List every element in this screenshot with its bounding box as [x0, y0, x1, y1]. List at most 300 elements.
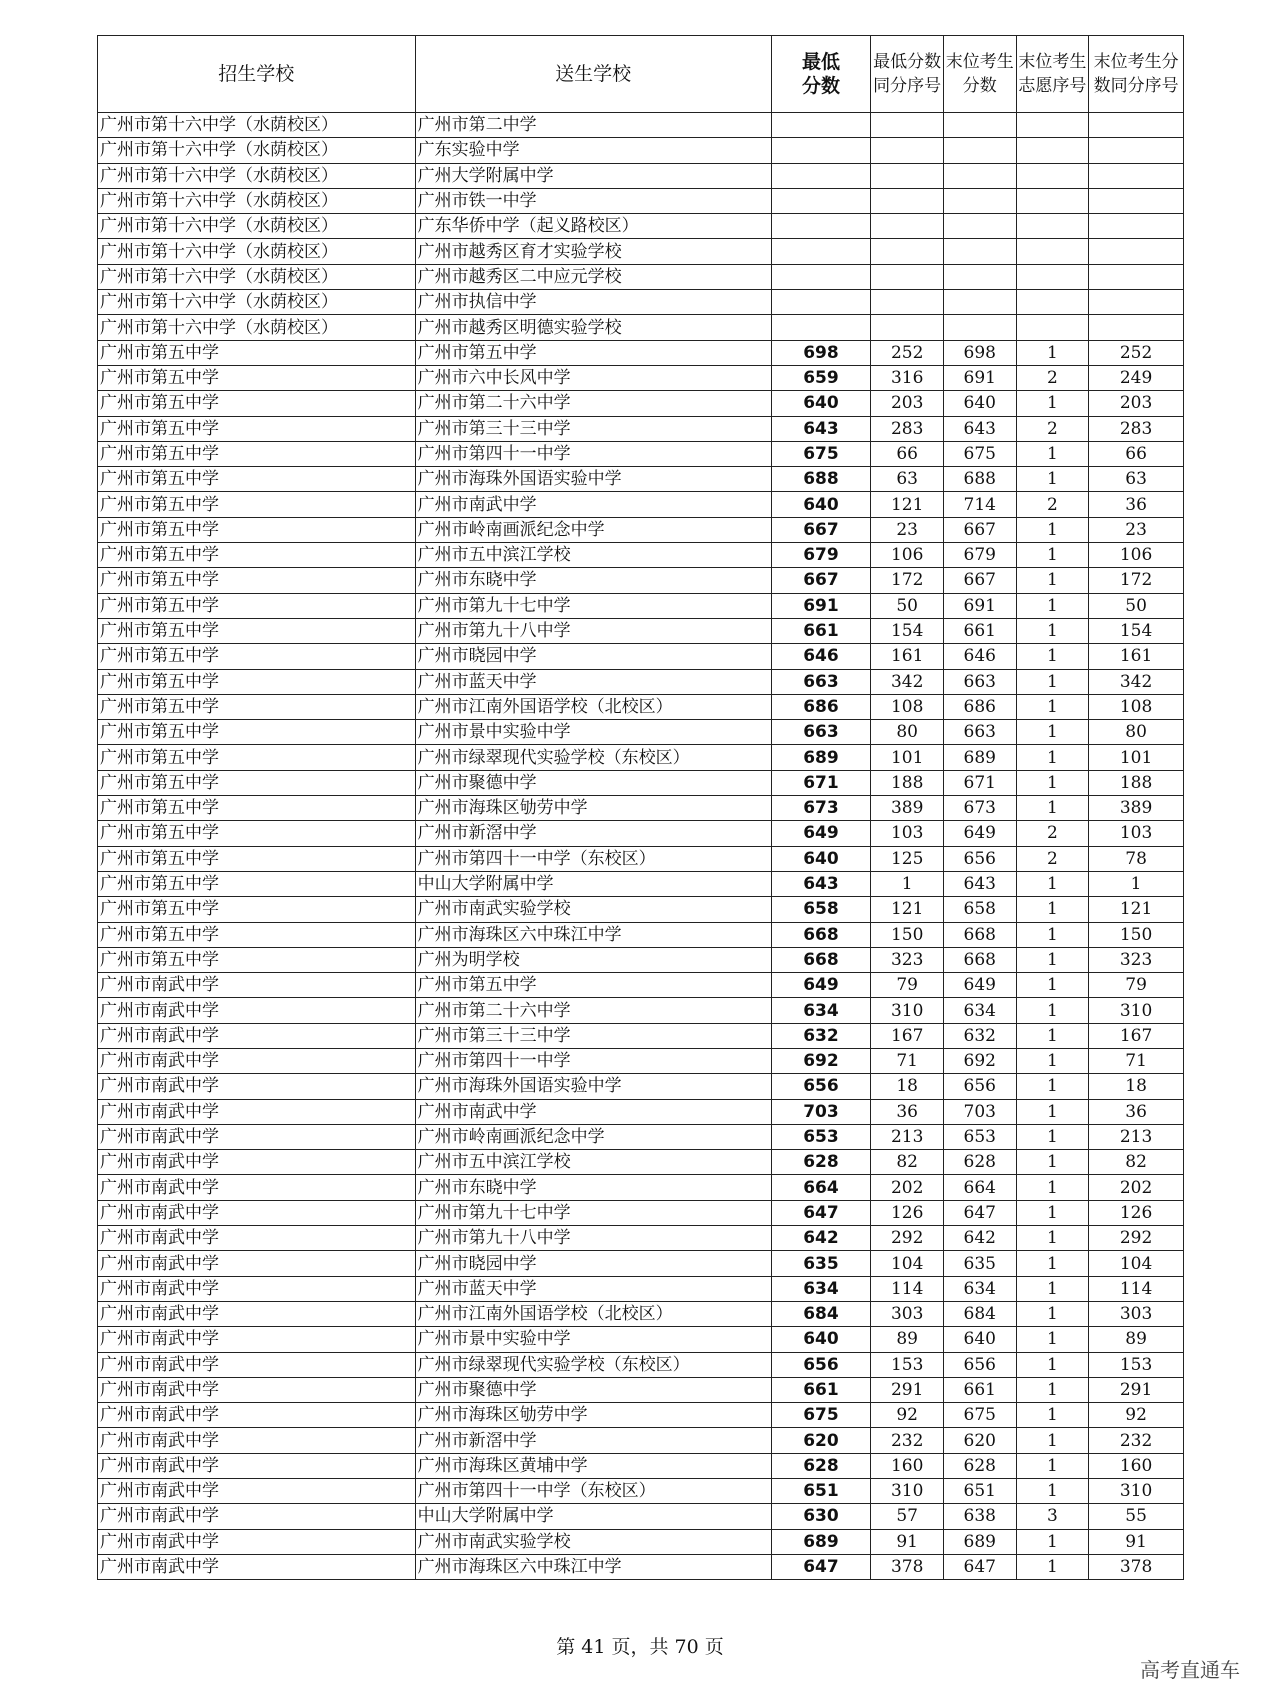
recruit-school-cell: 广州市南武中学: [98, 1200, 416, 1225]
table-row: [98, 1327, 1184, 1352]
table-row: [98, 821, 1184, 846]
recruit-school-cell: 广州市南武中学: [98, 973, 416, 998]
last-wish-rank-cell: 2: [1016, 416, 1089, 441]
last-same-rank-cell: 283: [1089, 416, 1184, 441]
recruit-school-cell: 广州市第五中学: [98, 871, 416, 896]
recruit-school-cell: 广州市第五中学: [98, 543, 416, 568]
last-same-rank-cell: 36: [1089, 492, 1184, 517]
send-school-cell: 广州市越秀区二中应元学校: [415, 264, 771, 289]
last-same-rank-cell: 36: [1089, 1099, 1184, 1124]
min-score-cell: 656: [771, 1352, 871, 1377]
recruit-school-cell: 广州市第五中学: [98, 720, 416, 745]
min-score-same-rank-cell: 71: [871, 1048, 944, 1073]
min-score-same-rank-cell: 103: [871, 821, 944, 846]
last-same-rank-cell: 63: [1089, 467, 1184, 492]
send-school-cell: 广州市第四十一中学: [415, 1048, 771, 1073]
send-school-cell: 广州市晓园中学: [415, 1251, 771, 1276]
table-row: [98, 1023, 1184, 1048]
last-same-rank-cell: 167: [1089, 1023, 1184, 1048]
table-row: [98, 138, 1184, 163]
send-school-cell: 广州市第五中学: [415, 973, 771, 998]
send-school-cell: 广州市聚德中学: [415, 770, 771, 795]
last-score-cell: 634: [943, 998, 1016, 1023]
last-wish-rank-cell: 1: [1016, 1276, 1089, 1301]
last-score-cell: 656: [943, 1074, 1016, 1099]
table-row: [98, 340, 1184, 365]
min-score-cell: [771, 239, 871, 264]
last-score-cell: [943, 188, 1016, 213]
last-wish-rank-cell: [1016, 214, 1089, 239]
recruit-school-cell: 广州市南武中学: [98, 1074, 416, 1099]
min-score-cell: 642: [771, 1226, 871, 1251]
last-wish-rank-cell: [1016, 113, 1089, 138]
last-score-cell: 684: [943, 1301, 1016, 1326]
last-same-rank-cell: [1089, 138, 1184, 163]
last-score-cell: 656: [943, 1352, 1016, 1377]
min-score-cell: 628: [771, 1453, 871, 1478]
last-score-cell: 688: [943, 467, 1016, 492]
min-score-cell: [771, 163, 871, 188]
last-score-cell: 632: [943, 1023, 1016, 1048]
last-wish-rank-cell: 1: [1016, 947, 1089, 972]
min-score-cell: [771, 290, 871, 315]
last-wish-rank-cell: 1: [1016, 1301, 1089, 1326]
min-score-same-rank-cell: 342: [871, 669, 944, 694]
last-score-cell: 689: [943, 745, 1016, 770]
min-score-cell: 663: [771, 720, 871, 745]
min-score-same-rank-cell: 310: [871, 1479, 944, 1504]
table-row: [98, 998, 1184, 1023]
score-table: [97, 35, 1184, 1580]
last-score-cell: 692: [943, 1048, 1016, 1073]
last-score-cell: 634: [943, 1276, 1016, 1301]
last-same-rank-cell: 126: [1089, 1200, 1184, 1225]
table-row: [98, 1529, 1184, 1554]
table-row: [98, 416, 1184, 441]
last-wish-rank-cell: 2: [1016, 846, 1089, 871]
last-same-rank-cell: 188: [1089, 770, 1184, 795]
recruit-school-cell: 广州市第十六中学（水荫校区）: [98, 163, 416, 188]
table-row: [98, 1352, 1184, 1377]
recruit-school-cell: 广州市第十六中学（水荫校区）: [98, 264, 416, 289]
recruit-school-cell: 广州市南武中学: [98, 1327, 416, 1352]
last-wish-rank-cell: 1: [1016, 796, 1089, 821]
send-school-cell: 广州市海珠区六中珠江中学: [415, 1554, 771, 1579]
table-row: [98, 1377, 1184, 1402]
last-same-rank-cell: [1089, 188, 1184, 213]
send-school-cell: 广州为明学校: [415, 947, 771, 972]
last-same-rank-cell: 249: [1089, 365, 1184, 390]
last-same-rank-cell: 203: [1089, 391, 1184, 416]
min-score-cell: 643: [771, 416, 871, 441]
recruit-school-cell: 广州市第五中学: [98, 846, 416, 871]
table-row: [98, 163, 1184, 188]
recruit-school-cell: 广州市第五中学: [98, 770, 416, 795]
min-score-cell: 661: [771, 1377, 871, 1402]
table-row: [98, 694, 1184, 719]
min-score-same-rank-cell: 188: [871, 770, 944, 795]
last-same-rank-cell: 1: [1089, 871, 1184, 896]
min-score-same-rank-cell: 389: [871, 796, 944, 821]
min-score-same-rank-cell: 126: [871, 1200, 944, 1225]
last-score-cell: 675: [943, 441, 1016, 466]
recruit-school-cell: 广州市第五中学: [98, 340, 416, 365]
send-school-cell: 广州市海珠外国语实验中学: [415, 1074, 771, 1099]
last-wish-rank-cell: [1016, 163, 1089, 188]
recruit-school-cell: 广州市南武中学: [98, 1403, 416, 1428]
table-row: [98, 1479, 1184, 1504]
send-school-cell: 广州市第四十一中学: [415, 441, 771, 466]
min-score-same-rank-cell: [871, 290, 944, 315]
recruit-school-cell: 广州市南武中学: [98, 1377, 416, 1402]
last-same-rank-cell: 79: [1089, 973, 1184, 998]
last-same-rank-cell: 66: [1089, 441, 1184, 466]
last-same-rank-cell: 23: [1089, 517, 1184, 542]
last-score-cell: 703: [943, 1099, 1016, 1124]
table-row: [98, 517, 1184, 542]
last-same-rank-cell: 50: [1089, 593, 1184, 618]
send-school-cell: 广州市绿翠现代实验学校（东校区）: [415, 1352, 771, 1377]
last-score-cell: 668: [943, 922, 1016, 947]
last-same-rank-cell: 323: [1089, 947, 1184, 972]
min-score-cell: 649: [771, 973, 871, 998]
last-same-rank-cell: 121: [1089, 897, 1184, 922]
recruit-school-cell: 广州市南武中学: [98, 998, 416, 1023]
recruit-school-cell: 广州市第五中学: [98, 897, 416, 922]
min-score-same-rank-cell: 82: [871, 1150, 944, 1175]
send-school-cell: 广州市景中实验中学: [415, 1327, 771, 1352]
last-wish-rank-cell: 1: [1016, 618, 1089, 643]
last-score-cell: 646: [943, 644, 1016, 669]
last-wish-rank-cell: 1: [1016, 1200, 1089, 1225]
header-send-school: 送生学校: [415, 36, 771, 113]
min-score-cell: 667: [771, 568, 871, 593]
min-score-cell: 643: [771, 871, 871, 896]
send-school-cell: 广州市第九十八中学: [415, 618, 771, 643]
table-row: [98, 897, 1184, 922]
table-row: [98, 922, 1184, 947]
recruit-school-cell: 广州市第五中学: [98, 821, 416, 846]
send-school-cell: 广州市第三十三中学: [415, 416, 771, 441]
last-wish-rank-cell: 1: [1016, 593, 1089, 618]
last-same-rank-cell: 82: [1089, 1150, 1184, 1175]
min-score-cell: 675: [771, 441, 871, 466]
last-wish-rank-cell: 1: [1016, 1377, 1089, 1402]
last-same-rank-cell: 378: [1089, 1554, 1184, 1579]
send-school-cell: 广州市南武中学: [415, 492, 771, 517]
send-school-cell: 广州市第九十七中学: [415, 593, 771, 618]
recruit-school-cell: 广州市第五中学: [98, 947, 416, 972]
table-row: [98, 973, 1184, 998]
min-score-same-rank-cell: 1: [871, 871, 944, 896]
table-row: [98, 568, 1184, 593]
table-row: [98, 1453, 1184, 1478]
recruit-school-cell: 广州市第五中学: [98, 669, 416, 694]
send-school-cell: 广州市景中实验中学: [415, 720, 771, 745]
last-score-cell: 668: [943, 947, 1016, 972]
last-score-cell: 663: [943, 669, 1016, 694]
last-same-rank-cell: [1089, 239, 1184, 264]
watermark: 高考直通车: [1140, 1658, 1240, 1682]
min-score-same-rank-cell: 167: [871, 1023, 944, 1048]
send-school-cell: 广州市南武实验学校: [415, 897, 771, 922]
last-wish-rank-cell: 1: [1016, 1529, 1089, 1554]
last-wish-rank-cell: [1016, 315, 1089, 340]
table-row: [98, 315, 1184, 340]
recruit-school-cell: 广州市南武中学: [98, 1479, 416, 1504]
send-school-cell: 广州市新滘中学: [415, 821, 771, 846]
last-wish-rank-cell: [1016, 188, 1089, 213]
last-score-cell: [943, 113, 1016, 138]
table-row: [98, 1074, 1184, 1099]
last-score-cell: 691: [943, 593, 1016, 618]
min-score-cell: 684: [771, 1301, 871, 1326]
last-wish-rank-cell: [1016, 264, 1089, 289]
recruit-school-cell: 广州市第五中学: [98, 441, 416, 466]
recruit-school-cell: 广州市第十六中学（水荫校区）: [98, 113, 416, 138]
last-wish-rank-cell: 1: [1016, 1327, 1089, 1352]
min-score-cell: 620: [771, 1428, 871, 1453]
send-school-cell: 广州市岭南画派纪念中学: [415, 1124, 771, 1149]
min-score-same-rank-cell: [871, 239, 944, 264]
last-wish-rank-cell: 1: [1016, 517, 1089, 542]
send-school-cell: 广州市东晓中学: [415, 568, 771, 593]
send-school-cell: 广州市聚德中学: [415, 1377, 771, 1402]
table-row: [98, 391, 1184, 416]
last-score-cell: 658: [943, 897, 1016, 922]
recruit-school-cell: 广州市第五中学: [98, 922, 416, 947]
min-score-cell: 689: [771, 745, 871, 770]
min-score-cell: 661: [771, 618, 871, 643]
min-score-cell: 688: [771, 467, 871, 492]
last-same-rank-cell: 150: [1089, 922, 1184, 947]
table-body: [98, 113, 1184, 1580]
last-score-cell: 667: [943, 517, 1016, 542]
last-score-cell: 661: [943, 1377, 1016, 1402]
send-school-cell: 广州市五中滨江学校: [415, 543, 771, 568]
min-score-same-rank-cell: 378: [871, 1554, 944, 1579]
recruit-school-cell: 广州市南武中学: [98, 1301, 416, 1326]
min-score-same-rank-cell: 323: [871, 947, 944, 972]
last-score-cell: 628: [943, 1453, 1016, 1478]
last-score-cell: [943, 264, 1016, 289]
page-footer: 第 41 页，共 70 页: [556, 1636, 724, 1658]
min-score-cell: 635: [771, 1251, 871, 1276]
recruit-school-cell: 广州市南武中学: [98, 1226, 416, 1251]
last-score-cell: 638: [943, 1504, 1016, 1529]
last-wish-rank-cell: 1: [1016, 1074, 1089, 1099]
send-school-cell: 广州市越秀区育才实验学校: [415, 239, 771, 264]
last-same-rank-cell: 160: [1089, 1453, 1184, 1478]
table-row: [98, 720, 1184, 745]
min-score-same-rank-cell: 232: [871, 1428, 944, 1453]
last-score-cell: 714: [943, 492, 1016, 517]
min-score-cell: [771, 214, 871, 239]
table-row: [98, 593, 1184, 618]
min-score-cell: 673: [771, 796, 871, 821]
last-same-rank-cell: 89: [1089, 1327, 1184, 1352]
table-header-row: [98, 36, 1184, 113]
last-wish-rank-cell: 1: [1016, 1124, 1089, 1149]
last-score-cell: 698: [943, 340, 1016, 365]
last-same-rank-cell: 172: [1089, 568, 1184, 593]
recruit-school-cell: 广州市第五中学: [98, 416, 416, 441]
send-school-cell: 广州市海珠区劬劳中学: [415, 1403, 771, 1428]
last-same-rank-cell: [1089, 214, 1184, 239]
min-score-same-rank-cell: 202: [871, 1175, 944, 1200]
send-school-cell: 广州市第五中学: [415, 340, 771, 365]
min-score-cell: [771, 315, 871, 340]
send-school-cell: 广州市执信中学: [415, 290, 771, 315]
recruit-school-cell: 广州市南武中学: [98, 1251, 416, 1276]
min-score-cell: [771, 113, 871, 138]
last-same-rank-cell: [1089, 264, 1184, 289]
recruit-school-cell: 广州市南武中学: [98, 1023, 416, 1048]
last-score-cell: 649: [943, 973, 1016, 998]
min-score-cell: 686: [771, 694, 871, 719]
min-score-same-rank-cell: 106: [871, 543, 944, 568]
last-same-rank-cell: 202: [1089, 1175, 1184, 1200]
last-score-cell: 691: [943, 365, 1016, 390]
table-row: [98, 1428, 1184, 1453]
last-score-cell: 640: [943, 391, 1016, 416]
table-row: [98, 1554, 1184, 1579]
min-score-same-rank-cell: 203: [871, 391, 944, 416]
min-score-same-rank-cell: 92: [871, 1403, 944, 1428]
table-row: [98, 745, 1184, 770]
recruit-school-cell: 广州市第五中学: [98, 517, 416, 542]
last-wish-rank-cell: 1: [1016, 770, 1089, 795]
last-same-rank-cell: 342: [1089, 669, 1184, 694]
min-score-cell: 651: [771, 1479, 871, 1504]
min-score-cell: 649: [771, 821, 871, 846]
recruit-school-cell: 广州市南武中学: [98, 1099, 416, 1124]
last-wish-rank-cell: 1: [1016, 1175, 1089, 1200]
send-school-cell: 广州市第二十六中学: [415, 998, 771, 1023]
last-same-rank-cell: [1089, 113, 1184, 138]
table-row: [98, 846, 1184, 871]
table-row: [98, 290, 1184, 315]
last-score-cell: 635: [943, 1251, 1016, 1276]
last-wish-rank-cell: 1: [1016, 1352, 1089, 1377]
min-score-cell: 647: [771, 1554, 871, 1579]
last-score-cell: 643: [943, 416, 1016, 441]
last-score-cell: 651: [943, 1479, 1016, 1504]
last-score-cell: 671: [943, 770, 1016, 795]
min-score-cell: 667: [771, 517, 871, 542]
min-score-same-rank-cell: 160: [871, 1453, 944, 1478]
min-score-cell: 646: [771, 644, 871, 669]
last-same-rank-cell: [1089, 315, 1184, 340]
last-wish-rank-cell: 1: [1016, 669, 1089, 694]
recruit-school-cell: 广州市第十六中学（水荫校区）: [98, 290, 416, 315]
last-wish-rank-cell: 1: [1016, 897, 1089, 922]
min-score-cell: 640: [771, 492, 871, 517]
header-last-score: 末位考生分数: [943, 36, 1016, 113]
min-score-cell: 634: [771, 1276, 871, 1301]
table-row: [98, 1124, 1184, 1149]
last-wish-rank-cell: [1016, 239, 1089, 264]
table-row: [98, 1099, 1184, 1124]
last-wish-rank-cell: [1016, 138, 1089, 163]
recruit-school-cell: 广州市第十六中学（水荫校区）: [98, 214, 416, 239]
header-min-score-same-rank: 最低分数同分序号: [871, 36, 944, 113]
last-same-rank-cell: [1089, 290, 1184, 315]
table-row: [98, 467, 1184, 492]
send-school-cell: 广州市东晓中学: [415, 1175, 771, 1200]
last-same-rank-cell: 114: [1089, 1276, 1184, 1301]
last-score-cell: 643: [943, 871, 1016, 896]
min-score-cell: 679: [771, 543, 871, 568]
last-score-cell: 686: [943, 694, 1016, 719]
recruit-school-cell: 广州市南武中学: [98, 1175, 416, 1200]
recruit-school-cell: 广州市第五中学: [98, 568, 416, 593]
min-score-cell: 691: [771, 593, 871, 618]
min-score-cell: 640: [771, 846, 871, 871]
last-wish-rank-cell: 1: [1016, 745, 1089, 770]
last-score-cell: 689: [943, 1529, 1016, 1554]
last-score-cell: 642: [943, 1226, 1016, 1251]
last-score-cell: 673: [943, 796, 1016, 821]
min-score-cell: 698: [771, 340, 871, 365]
last-wish-rank-cell: 1: [1016, 1048, 1089, 1073]
min-score-cell: 689: [771, 1529, 871, 1554]
min-score-cell: 675: [771, 1403, 871, 1428]
min-score-cell: 659: [771, 365, 871, 390]
min-score-same-rank-cell: 121: [871, 492, 944, 517]
send-school-cell: 广州市绿翠现代实验学校（东校区）: [415, 745, 771, 770]
send-school-cell: 中山大学附属中学: [415, 871, 771, 896]
last-score-cell: [943, 163, 1016, 188]
last-same-rank-cell: 153: [1089, 1352, 1184, 1377]
last-score-cell: 647: [943, 1200, 1016, 1225]
send-school-cell: 中山大学附属中学: [415, 1504, 771, 1529]
last-wish-rank-cell: 1: [1016, 1428, 1089, 1453]
min-score-same-rank-cell: 91: [871, 1529, 944, 1554]
send-school-cell: 广州市蓝天中学: [415, 1276, 771, 1301]
recruit-school-cell: 广州市南武中学: [98, 1048, 416, 1073]
send-school-cell: 广州市第三十三中学: [415, 1023, 771, 1048]
send-school-cell: 广东华侨中学（起义路校区）: [415, 214, 771, 239]
last-same-rank-cell: 103: [1089, 821, 1184, 846]
last-wish-rank-cell: [1016, 290, 1089, 315]
send-school-cell: 广州市海珠外国语实验中学: [415, 467, 771, 492]
min-score-cell: 656: [771, 1074, 871, 1099]
send-school-cell: 广州市六中长风中学: [415, 365, 771, 390]
last-wish-rank-cell: 1: [1016, 922, 1089, 947]
last-same-rank-cell: 292: [1089, 1226, 1184, 1251]
min-score-same-rank-cell: [871, 188, 944, 213]
send-school-cell: 广州市南武实验学校: [415, 1529, 771, 1554]
recruit-school-cell: 广州市第五中学: [98, 365, 416, 390]
send-school-cell: 广州市铁一中学: [415, 188, 771, 213]
table-row: [98, 214, 1184, 239]
table-row: [98, 113, 1184, 138]
last-same-rank-cell: 310: [1089, 998, 1184, 1023]
table-row: [98, 1251, 1184, 1276]
min-score-same-rank-cell: 125: [871, 846, 944, 871]
min-score-same-rank-cell: 154: [871, 618, 944, 643]
table-row: [98, 618, 1184, 643]
recruit-school-cell: 广州市南武中学: [98, 1529, 416, 1554]
min-score-same-rank-cell: 316: [871, 365, 944, 390]
min-score-same-rank-cell: 18: [871, 1074, 944, 1099]
recruit-school-cell: 广州市第五中学: [98, 745, 416, 770]
min-score-same-rank-cell: 50: [871, 593, 944, 618]
last-same-rank-cell: 92: [1089, 1403, 1184, 1428]
last-wish-rank-cell: 1: [1016, 441, 1089, 466]
last-same-rank-cell: 291: [1089, 1377, 1184, 1402]
